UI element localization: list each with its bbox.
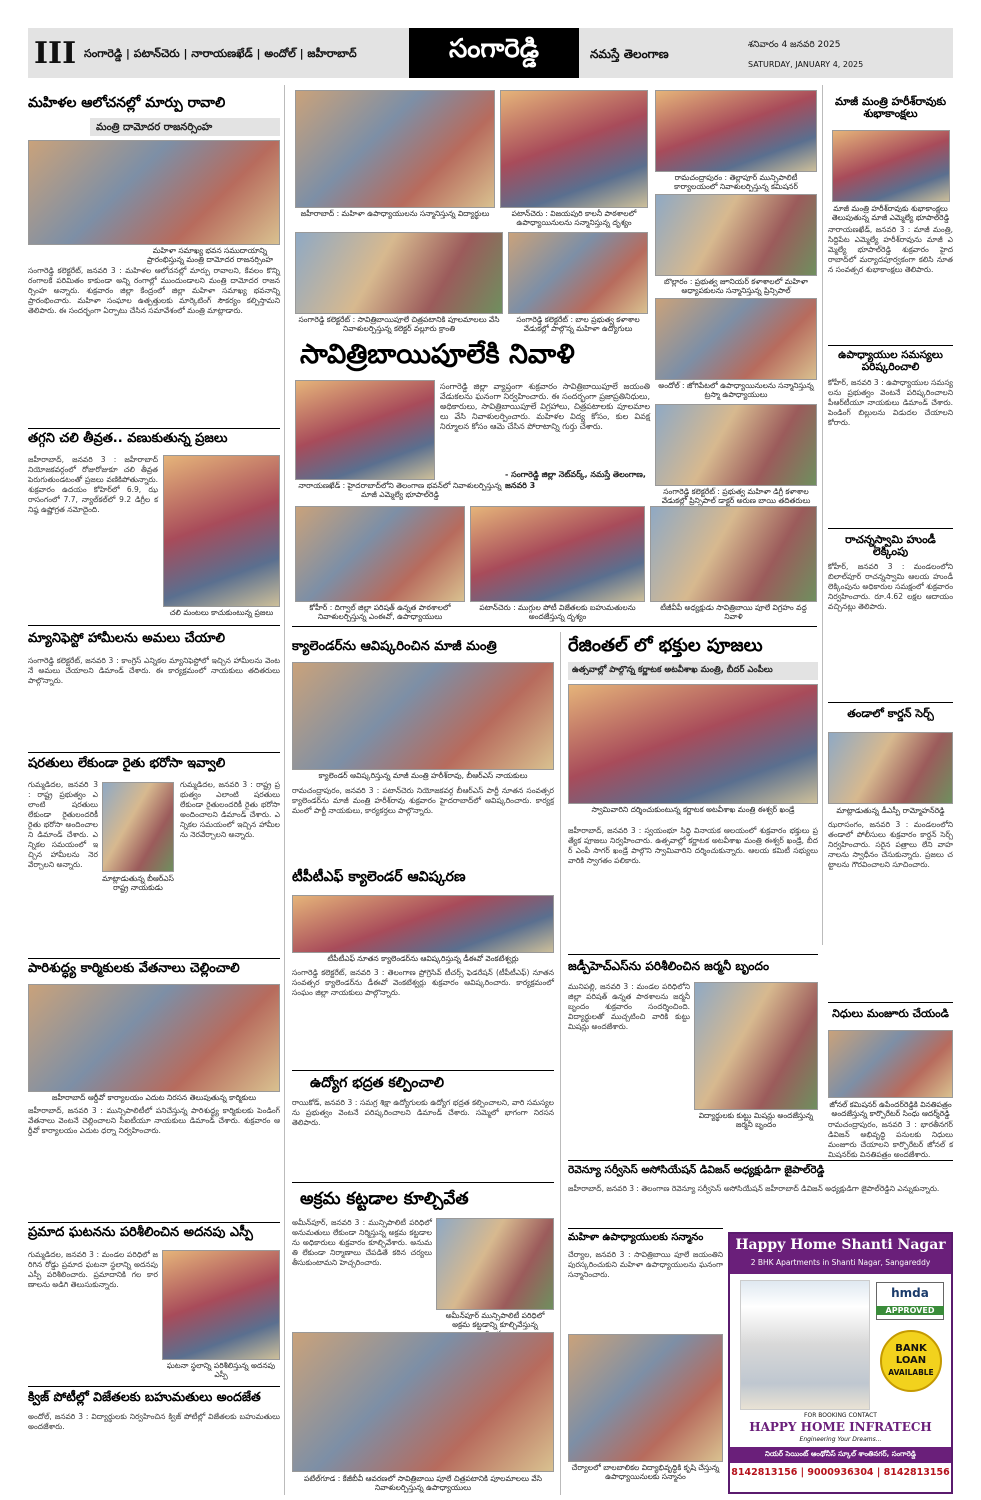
headline-rythu: షరతులు లేకుండా రైతు భరోసా ఇవ్వాలి [28, 756, 226, 771]
ad-title: Happy Home Shanti Nagar [735, 1237, 946, 1253]
headline-calendar: క్యాలెండర్‌ను ఆవిష్కరించిన మాజీ మంత్రి [292, 639, 497, 654]
headline-cordon: తండాలో కార్డన్ సెర్చ్ [847, 707, 934, 720]
photo-right-2 [655, 194, 817, 276]
ad-approved-text: APPROVED [876, 1306, 944, 1315]
body-rythu: గుమ్మడిదల, జనవరి 3 : రాష్ట్ర ప్రభుత్వం ఎలాంటి షరతులు లేకుండా రైతులందరికీ రైతు భరోసా అందించాలని డిమాండ్ చేశారు. ఎన్నికల సమయంలో ఇచ్చిన హామీలను నెరవేర్చాలని అన్నారు. [28, 780, 98, 869]
headline-funds: నిధులు మంజూరు చేయండి [832, 1007, 949, 1020]
caption-savitribai-left: నారాయణఖేడ్ : హైదరాబాద్‌లోని తెలంగాణ భవన్‌లో నివాళులర్పిస్తున్న మాజీ ఎమ్మెల్యే భూపాల్‌రెడ్డి [298, 481, 502, 499]
body-calendar: రామచంద్రాపురం, జనవరి 3 : పటాన్‌చెరు నియోజకవర్గ బీఆర్‌ఎస్ పార్టీ నూతన సంవత్సర క్యాలెండర్‌ను మాజీ మంత్రి హరీశ్‌రావు శుక్రవారం హైదరాబాద్‌లో ఆవిష్కరించారు. కార్యక్రమంలో పార్టీ నాయకులు, కార్యకర్తలు పాల్గొన్నారు. [292, 786, 554, 815]
section-rule [28, 752, 280, 753]
ad-hmda-text: hmda [891, 1286, 929, 1300]
body-rythu-2: గుమ్మడిదల, జనవరి 3 : రాష్ట్ర ప్రభుత్వం ఎలాంటి షరతులు లేకుండా రైతులందరికీ రైతు భరోసా అందించాలని డిమాండ్ చేశారు. ఎన్నికల సమయంలో ఇచ్చిన హామీలను నెరవేర్చాలని అన్నారు. [180, 780, 280, 839]
ad-tagline: Engineering Your Dreams... [799, 1436, 882, 1443]
section-rule [292, 1070, 554, 1071]
caption-accident: ఘటనా స్థలాన్ని పరిశీలిస్తున్న అదనపు ఎస్పీ [166, 1361, 276, 1379]
column-rule [284, 85, 285, 1495]
caption-right-1: రామచంద్రాపురం : తెల్లాపూర్ మున్సిపాలిటీ కార్యాలయంలో నివాళులర్పిస్తున్న కమిషనర్ [674, 173, 798, 191]
caption-cordon: మాట్లాడుతున్న డీఎస్పీ రామ్మోహన్‌రెడ్డి [836, 806, 945, 815]
body-funds: రామచంద్రాపురం, జనవరి 3 : భారతీనగర్ డివిజన్ అభివృద్ధి పనులకు నిధులు మంజూరు చేయాలని కార్పొరేటర్ జోనల్ కమిషనర్‌కు వినతిపత్రం అందజేశారు. [828, 1120, 953, 1159]
body-mahila: చేర్యాల, జనవరి 3 : సావిత్రిబాయి పూలే జయంతిని పురస్కరించుకుని మహిళా ఉపాధ్యాయులను ఘనంగా సన్మానించారు. [568, 1250, 723, 1279]
photo-center-3 [295, 232, 503, 314]
photo-cordon [828, 732, 953, 804]
caption-rythu: మాట్లాడుతున్న బీఆర్‌ఎస్ రాష్ట్ర నాయకుడు [102, 874, 174, 892]
district-title: సంగారెడ్డి [448, 34, 540, 64]
headline-quiz: క్విజ్ పోటీల్లో విజేతలకు బహుమతులు అందజేత [28, 1389, 261, 1404]
section-rule [28, 958, 280, 959]
body-rachanna: కోహీర్, జనవరి 3 : మండలంలోని బిలాల్‌పూర్ రాచన్నస్వామి ఆలయ హుండీ లెక్కింపును అధికారుల సమక్షంలో శుక్రవారం నిర్వహించారు. రూ.4.62 లక్షల ఆదాయం వచ్చినట్లు తెలిపారు. [828, 562, 953, 611]
ad-building-image [740, 1280, 870, 1410]
caption-mahila: చేర్యాలలో బాలబాలికల విద్యాభివృద్ధికి కృషి చేస్తున్న ఉపాధ్యాయినులకు సన్మానం [571, 1463, 720, 1481]
photo-center-4 [508, 232, 648, 314]
caption-illegal: అమీన్‌పూర్ మున్సిపాలిటీ పరిధిలో అక్రమ కట్టడాన్ని కూల్చివేస్తున్న [445, 1311, 545, 1329]
ad-line: 2 BHK Apartments in Shanti Nagar, Sangareddy [750, 1258, 931, 1267]
photo-harish [832, 130, 950, 202]
headline-manifesto: మ్యానిఫెస్టో హామీలను అమలు చేయాలి [28, 631, 225, 646]
headline-tptf: టీపీటీఎఫ్ క్యాలెండర్ ఆవిష్కరణ [292, 869, 466, 885]
caption-rejinthal: స్వామివారిని దర్శించుకుంటున్న కర్ణాటక అటవీశాఖ మంత్రి ఈశ్వర్ ఖండ్రే [591, 805, 795, 814]
photo-center-2 [500, 90, 648, 208]
section-rule [828, 702, 953, 703]
photo-bottom-center [292, 1332, 554, 1472]
caption-savitribai-right: సంగారెడ్డి కలెక్టరేట్ : ప్రభుత్వ మహిళా డిగ్రీ కళాశాల వేడుకల్లో ప్రిన్సిపాల్ డాక్టర్ అరుణ బాయి తదితరులు [661, 487, 811, 505]
byline-savitribai: - సంగారెడ్డి జిల్లా నెట్‌వర్క్, నమస్తే తెలంగాణ, జనవరి 3 [505, 470, 646, 490]
photo-cold [163, 455, 280, 607]
caption-center-4: సంగారెడ్డి కలెక్టరేట్ : బాల ప్రభుత్వ కళాశాల వేడుకల్లో పాల్గొన్న మహిళా ఉద్యోగులు [516, 315, 640, 333]
ad-phones: 8142813156 | 9000936304 | 8142813156 [731, 1467, 950, 1478]
photo-rythu [102, 782, 174, 872]
date-telugu: శనివారం 4 జనవరి 2025 [748, 40, 841, 50]
headline-germany: జడ్పీహెచ్‌ఎస్‌ను పరిశీలించిన జర్మనీ బృందం [568, 959, 770, 973]
photo-funds [828, 1030, 953, 1098]
photo-calendar [292, 662, 554, 770]
headline-accident: ప్రమాద ఘటనను పరిశీలించిన అదనపు ఎస్పీ [28, 1225, 253, 1240]
ad-loan-1: BANK [895, 1343, 927, 1354]
body-harish: నారాయణఖేడ్, జనవరి 3 : మాజీ మంత్రి, సిద్దిపేట ఎమ్మెల్యే హరీశ్‌రావును మాజీ ఎమ్మెల్యే భూపాల్‌రెడ్డి శుక్రవారం హైదరాబాద్‌లో మర్యాదపూర్వకంగా కలిసి నూతన సంవత్సర శుభాకాంక్షలు తెలిపారు. [828, 225, 953, 274]
subhead-women: మంత్రి దామోదర రాజనర్సింహ [90, 118, 280, 136]
body-savitribai: సంగారెడ్డి జిల్లా వ్యాప్తంగా శుక్రవారం సావిత్రిబాయిపూలే జయంతి వేడుకలను ఘనంగా నిర్వహించారు. ఈ సందర్భంగా ప్రజాప్రతినిధులు, అధికారులు, సావిత్రిబాయిపూలే విగ్రహాలు, చిత్రపటాలకు పూలమాలలు వేసి నివాళులర్పించారు. మహిళల విద్య కోసం, కుల వివక్ష నిర్మూలన కోసం ఆమె చేసిన పోరాటాన్ని గుర్తు చేశారు. [440, 382, 650, 431]
caption-funds: జోనల్ కమిషనర్ ఉపేందర్‌రెడ్డికి వినతిపత్రం అందజేస్తున్న కార్పొరేటర్ సింధు ఆదర్శ్‌రెడ్డి [829, 1100, 952, 1118]
headline-rachanna: రాచన్నస్వామి హుండీ లెక్కింపు [845, 533, 936, 559]
section-rule [28, 1386, 280, 1387]
headline-illegal: అక్రమ కట్టడాల కూల్చివేత [300, 1189, 469, 1209]
body-manifesto: సంగారెడ్డి కలెక్టరేట్, జనవరి 3 : కాంగ్రెస్ ఎన్నికల మ్యానిఫెస్టోలో ఇచ్చిన హామీలను వెంటనే అమలు చేయాలని డిమాండ్ చేశారు. ఈ కార్యక్రమంలో నాయకులు తదితరులు పాల్గొన్నారు. [28, 656, 280, 685]
section-rule [292, 626, 817, 627]
caption-center-1: జహీరాబాద్ : మహిళా ఉపాధ్యాయులను సన్మానిస్తున్న విద్యార్థులు [300, 209, 490, 218]
headline-teachers: ఉపాధ్యాయుల సమస్యలు పరిష్కరించాలి [838, 349, 943, 373]
body-rejinthal: జహీరాబాద్, జనవరి 3 : స్వయంభూ సిద్ధి వినాయక ఆలయంలో శుక్రవారం భక్తులు ప్రత్యేక పూజలు నిర్వహించారు. ఉత్సవాల్లో కర్ణాటక అటవీశాఖ మంత్రి ఈశ్వర్ ఖండ్రే, బీదర్ ఎంపీ సాగర్ ఖండ్రే పాల్గొని స్వామివారిని దర్శించుకున్నారు. ఆలయ కమిటీ సభ్యులు వారికి స్వాగతం పలికారు. [568, 826, 818, 865]
photo-savitribai-right [655, 404, 817, 486]
body-cordon: ఝరాసంగం, జనవరి 3 : మండలంలోని తండాలో పోలీసులు శుక్రవారం కార్డన్ సెర్చ్ నిర్వహించారు. సరైన పత్రాలు లేని వాహనాలను స్వాధీనం చేసుకున్నారు. ప్రజలు చట్టాలను గౌరవించాలని సూచించారు. [828, 820, 953, 869]
body-job: రాయికోడ్, జనవరి 3 : సమగ్ర శిక్షా ఉద్యోగులకు ఉద్యోగ భద్రత కల్పించాలని, వారి సమస్యలను ప్రభుత్వం వెంటనే పరిష్కరించాలని డిమాండ్ చేశారు. సమ్మెలో భాగంగా నిరసన తెలిపారు. [292, 1098, 554, 1127]
caption-row3-2: పటాన్‌చెరు : ముగ్గుల పోటీ విజేతలకు బహుమతులను అందజేస్తున్న దృశ్యం [479, 603, 636, 621]
caption-right-2: బొల్లారం : ప్రభుత్వ జూనియర్ కళాశాలలో మహిళా అధ్యాపకులను సన్మానిస్తున్న ప్రిన్సిపాల్ [664, 277, 808, 295]
body-teachers: కోహీర్, జనవరి 3 : ఉపాధ్యాయుల సమస్యలను ప్రభుత్వం వెంటనే పరిష్కరించాలని పీఆర్‌టీయూ నాయకులు డిమాండ్ చేశారు. పెండింగ్ బిల్లులను విడుదల చేయాలని కోరారు. [828, 378, 953, 427]
caption-right-3: అందోల్ : జోగిపేటలో ఉపాధ్యాయినులను సన్మానిస్తున్న ట్రస్మా ఉపాధ్యాయులు [658, 381, 814, 399]
caption-women: మహిళా సమాఖ్య భవన సముదాయాన్ని ప్రారంభిస్తున్న మంత్రి దామోదర రాజనర్సింహ [146, 246, 274, 264]
photo-center-1 [295, 90, 495, 208]
body-quiz: అందోల్, జనవరి 3 : విద్యార్థులకు నిర్వహించిన క్విజ్ పోటీల్లో విజేతలకు బహుమతులు అందజేశారు. [28, 1412, 280, 1431]
headline-revenue: రెవెన్యూ సర్వీసెస్ అసోసియేషన్ డివిజన్ అధ్యక్షుడిగా జైపాల్‌రెడ్డి [568, 1164, 825, 1176]
section-rule [28, 1222, 280, 1223]
headline-women: మహిళల ఆలోచనల్లో మార్పు రావాలి [28, 95, 226, 111]
body-sanitation: జహీరాబాద్, జనవరి 3 : మున్సిపాలిటీలో పనిచేస్తున్న పారిశుద్ధ్య కార్మికులకు పెండింగ్ వేతనాలు వెంటనే చెల్లించాలని సీఐటీయూ నాయకులు డిమాండ్ చేశారు. శుక్రవారం ఆర్డీవో కార్యాలయం ఎదుట ధర్నా నిర్వహించారు. [28, 1106, 280, 1135]
headline-cold: తగ్గని చలి తీవ్రత.. వణుకుతున్న ప్రజలు [28, 431, 228, 446]
date-english: SATURDAY, JANUARY 4, 2025 [748, 60, 864, 69]
photo-germany [694, 982, 818, 1110]
headline-rejinthal: రేజింతల్ లో భక్తుల పూజలు [568, 635, 763, 656]
section-rule [568, 954, 818, 955]
headline-sanitation: పారిశుద్ధ్య కార్మికులకు వేతనాలు చెల్లించాలి [28, 961, 240, 976]
ad-for-booking: FOR BOOKING CONTACT [804, 1412, 877, 1419]
caption-center-3: సంగారెడ్డి కలెక్టరేట్ : సావిత్రిబాయిపూలే చిత్రపటానికి పూలమాలలు వేసి నివాళులర్పిస్తున్న కలెక్టర్ వల్లూరు క్రాంతి [298, 315, 500, 333]
body-accident: గుమ్మడిదల, జనవరి 3 : మండల పరిధిలో జరిగిన రోడ్డు ప్రమాద ఘటనా స్థలాన్ని అదనపు ఎస్పీ పరిశీలించారు. ప్రమాదానికి గల కారణాలను అడిగి తెలుసుకున్నారు. [28, 1250, 158, 1289]
body-women: సంగారెడ్డి కలెక్టరేట్, జనవరి 3 : మహిళల ఆలోచనల్లో మార్పు రావాలని, కేవలం కొన్ని రంగాలకే పరిమితం కాకుండా అన్ని రంగాల్లో ముందుండాలని మంత్రి దామోదర రాజనర్సింహ అన్నారు. శుక్రవారం జిల్లా కేంద్రంలో జిల్లా మహిళా సమాఖ్య భవనాన్ని ప్రారంభించారు. మహిళా సంఘాల ఉత్పత్తులకు మార్కెటింగ్ సౌకర్యం కల్పిస్తామని తెలిపారు. ఈ సందర్భంగా ఏర్పాటు చేసిన సమావేశంలో మంత్రి మాట్లాడారు. [28, 266, 280, 315]
photo-row3-3 [650, 506, 817, 602]
ad-loan-3: AVAILABLE [888, 1368, 934, 1377]
column-rule [822, 85, 823, 945]
headline-harish: మాజీ మంత్రి హరీశ్‌రావుకు శుభాకాంక్షలు [834, 95, 947, 121]
caption-tptf: టీపీటీఎఫ్ నూతన క్యాలెండర్‌ను ఆవిష్కరిస్తున్న డీఈవో వెంకటేశ్వర్లు [327, 954, 519, 963]
headline-mahila: మహిళా ఉపాధ్యాయులకు సన్మానం [568, 1232, 704, 1243]
column-rule [560, 632, 561, 1495]
section-rule [568, 1160, 953, 1161]
photo-mahila [568, 1334, 723, 1462]
photo-row3-1 [295, 506, 465, 602]
paper-name: నమస్తే తెలంగాణ [590, 47, 669, 61]
body-illegal: అమీన్‌పూర్, జనవరి 3 : మున్సిపాలిటీ పరిధిలో అనుమతులు లేకుండా నిర్మిస్తున్న అక్రమ కట్టడాలను అధికారులు శుక్రవారం కూల్చివేశారు. అనుమతి లేకుండా నిర్మాణాలు చేపడితే కఠిన చర్యలు తీసుకుంటామని హెచ్చరించారు. [292, 1218, 432, 1267]
section-rule [28, 428, 280, 429]
caption-germany: విద్యార్థులకు కుట్టు మిషన్లు అందజేస్తున్న జర్మనీ బృందం [698, 1111, 814, 1129]
body-germany: మునిపల్లి, జనవరి 3 : మండల పరిధిలోని జిల్లా పరిషత్ ఉన్నత పాఠశాలను జర్మనీ బృందం శుక్రవారం సందర్శించింది. విద్యార్థులతో ముచ్చటించి వారికి కుట్టు మిషన్లు అందజేశారు. [568, 982, 690, 1031]
photo-savitribai-portrait [295, 380, 435, 480]
caption-calendar: క్యాలెండర్ ఆవిష్కరిస్తున్న మాజీ మంత్రి హరీశ్‌రావు, బీఆర్‌ఎస్ నాయకులు [318, 771, 528, 780]
ad-address: నియర్ సెయింట్ ఆంథోనీస్ స్కూల్ శాంతినగర్, సంగారెడ్డి [730, 1447, 951, 1463]
body-cold: జహీరాబాద్, జనవరి 3 : జహీరాబాద్ నియోజకవర్గంలో రోజురోజుకూ చలి తీవ్రత పెరుగుతుండటంతో ప్రజలు వణికిపోతున్నారు. శుక్రవారం ఉదయం కోహిర్‌లో 6.9, ఝరాసంగంలో 7.7, న్యాల్‌కల్‌లో 9.2 డిగ్రీల కనిష్ఠ ఉష్ణోగ్రత నమోదైంది. [28, 455, 158, 514]
photo-sanitation [28, 984, 280, 1092]
ad-loan-2: LOAN [895, 1355, 927, 1366]
section-rule [28, 625, 280, 626]
caption-center-2: పటాన్‌చెరు : విజయపురి కాలనీ పాఠశాలలో ఉపాధ్యాయినులను సన్మానిస్తున్న దృశ్యం [511, 209, 637, 227]
photo-women [28, 140, 280, 245]
page-number: III [34, 36, 77, 71]
photo-right-3 [655, 298, 817, 380]
subhead-rejinthal: ఉత్సవాల్లో పాల్గొన్న కర్ణాటక అటవీశాఖ మంత్రి, బీదర్ ఎంపీలు [568, 662, 818, 680]
caption-row3-1: కోహీర్ : దిగ్వాల్ జిల్లా పరిషత్ ఉన్నత పాఠశాలలో నివాళులర్పిస్తున్న ఎంఈవో, ఉపాధ్యాయులు [309, 603, 451, 621]
caption-cold: చలి మంటలు కాచుకుంటున్న ప్రజలు [169, 608, 274, 617]
body-revenue: జహీరాబాద్, జనవరి 3 : తెలంగాణ రెవెన్యూ సర్వీసెస్ అసోసియేషన్ జహీరాబాద్ డివిజన్ అధ్యక్షుడిగా జైపాల్‌రెడ్డిని ఎన్నుకున్నారు. [568, 1184, 940, 1193]
caption-harish: మాజీ మంత్రి హరీశ్‌రావుకు శుభాకాంక్షలు తెలుపుతున్న మాజీ ఎమ్మెల్యే భూపాల్‌రెడ్డి [831, 204, 950, 222]
photo-accident [162, 1250, 280, 1360]
photo-right-1 [655, 90, 817, 172]
photo-tptf [292, 895, 554, 953]
ad-company: HAPPY HOME INFRATECH [749, 1420, 932, 1434]
headline-savitribai: సావిత్రిబాయిపూలేకి నివాళి [300, 339, 575, 370]
photo-illegal [436, 1218, 554, 1310]
header-locations: సంగారెడ్డి | పటాన్‌చెరు | నారాయణఖేడ్ | అందోల్ | జహీరాబాద్ [84, 47, 357, 60]
section-rule [828, 1002, 953, 1003]
headline-job: ఉద్యోగ భద్రత కల్పించాలి [310, 1075, 445, 1091]
section-rule [828, 345, 953, 346]
caption-row3-3: టీజీవీపీ అధ్యక్షుడు సావిత్రిబాయి పూలే విగ్రహం వద్ద నివాళి [660, 603, 807, 621]
caption-bottom-center: పటేల్‌గూడ : కేజీబీవీ ఆవరణలో సావిత్రిబాయి పూలే చిత్రపటానికి పూలమాలలు వేసి నివాళులర్పిస్తున్న ఉపాధ్యాయులు [303, 1474, 543, 1492]
section-rule [292, 1182, 554, 1183]
photo-rejinthal [568, 684, 818, 804]
photo-row3-2 [470, 506, 645, 602]
caption-sanitation: జహీరాబాద్ ఆర్డీవో కార్యాలయం ఎదుట నిరసన తెలుపుతున్న కార్మికులు [51, 1093, 257, 1102]
section-rule [828, 528, 953, 529]
section-rule [568, 1228, 723, 1229]
body-tptf: సంగారెడ్డి కలెక్టరేట్, జనవరి 3 : తెలంగాణ ప్రోగ్రెసివ్ టీచర్స్ ఫెడరేషన్ (టీపీటీఎఫ్) నూతన సంవత్సర క్యాలెండర్‌ను డీఈవో వెంకటేశ్వర్లు శుక్రవారం ఆవిష్కరించారు. కార్యక్రమంలో సంఘం జిల్లా నాయకులు పాల్గొన్నారు. [292, 968, 554, 997]
